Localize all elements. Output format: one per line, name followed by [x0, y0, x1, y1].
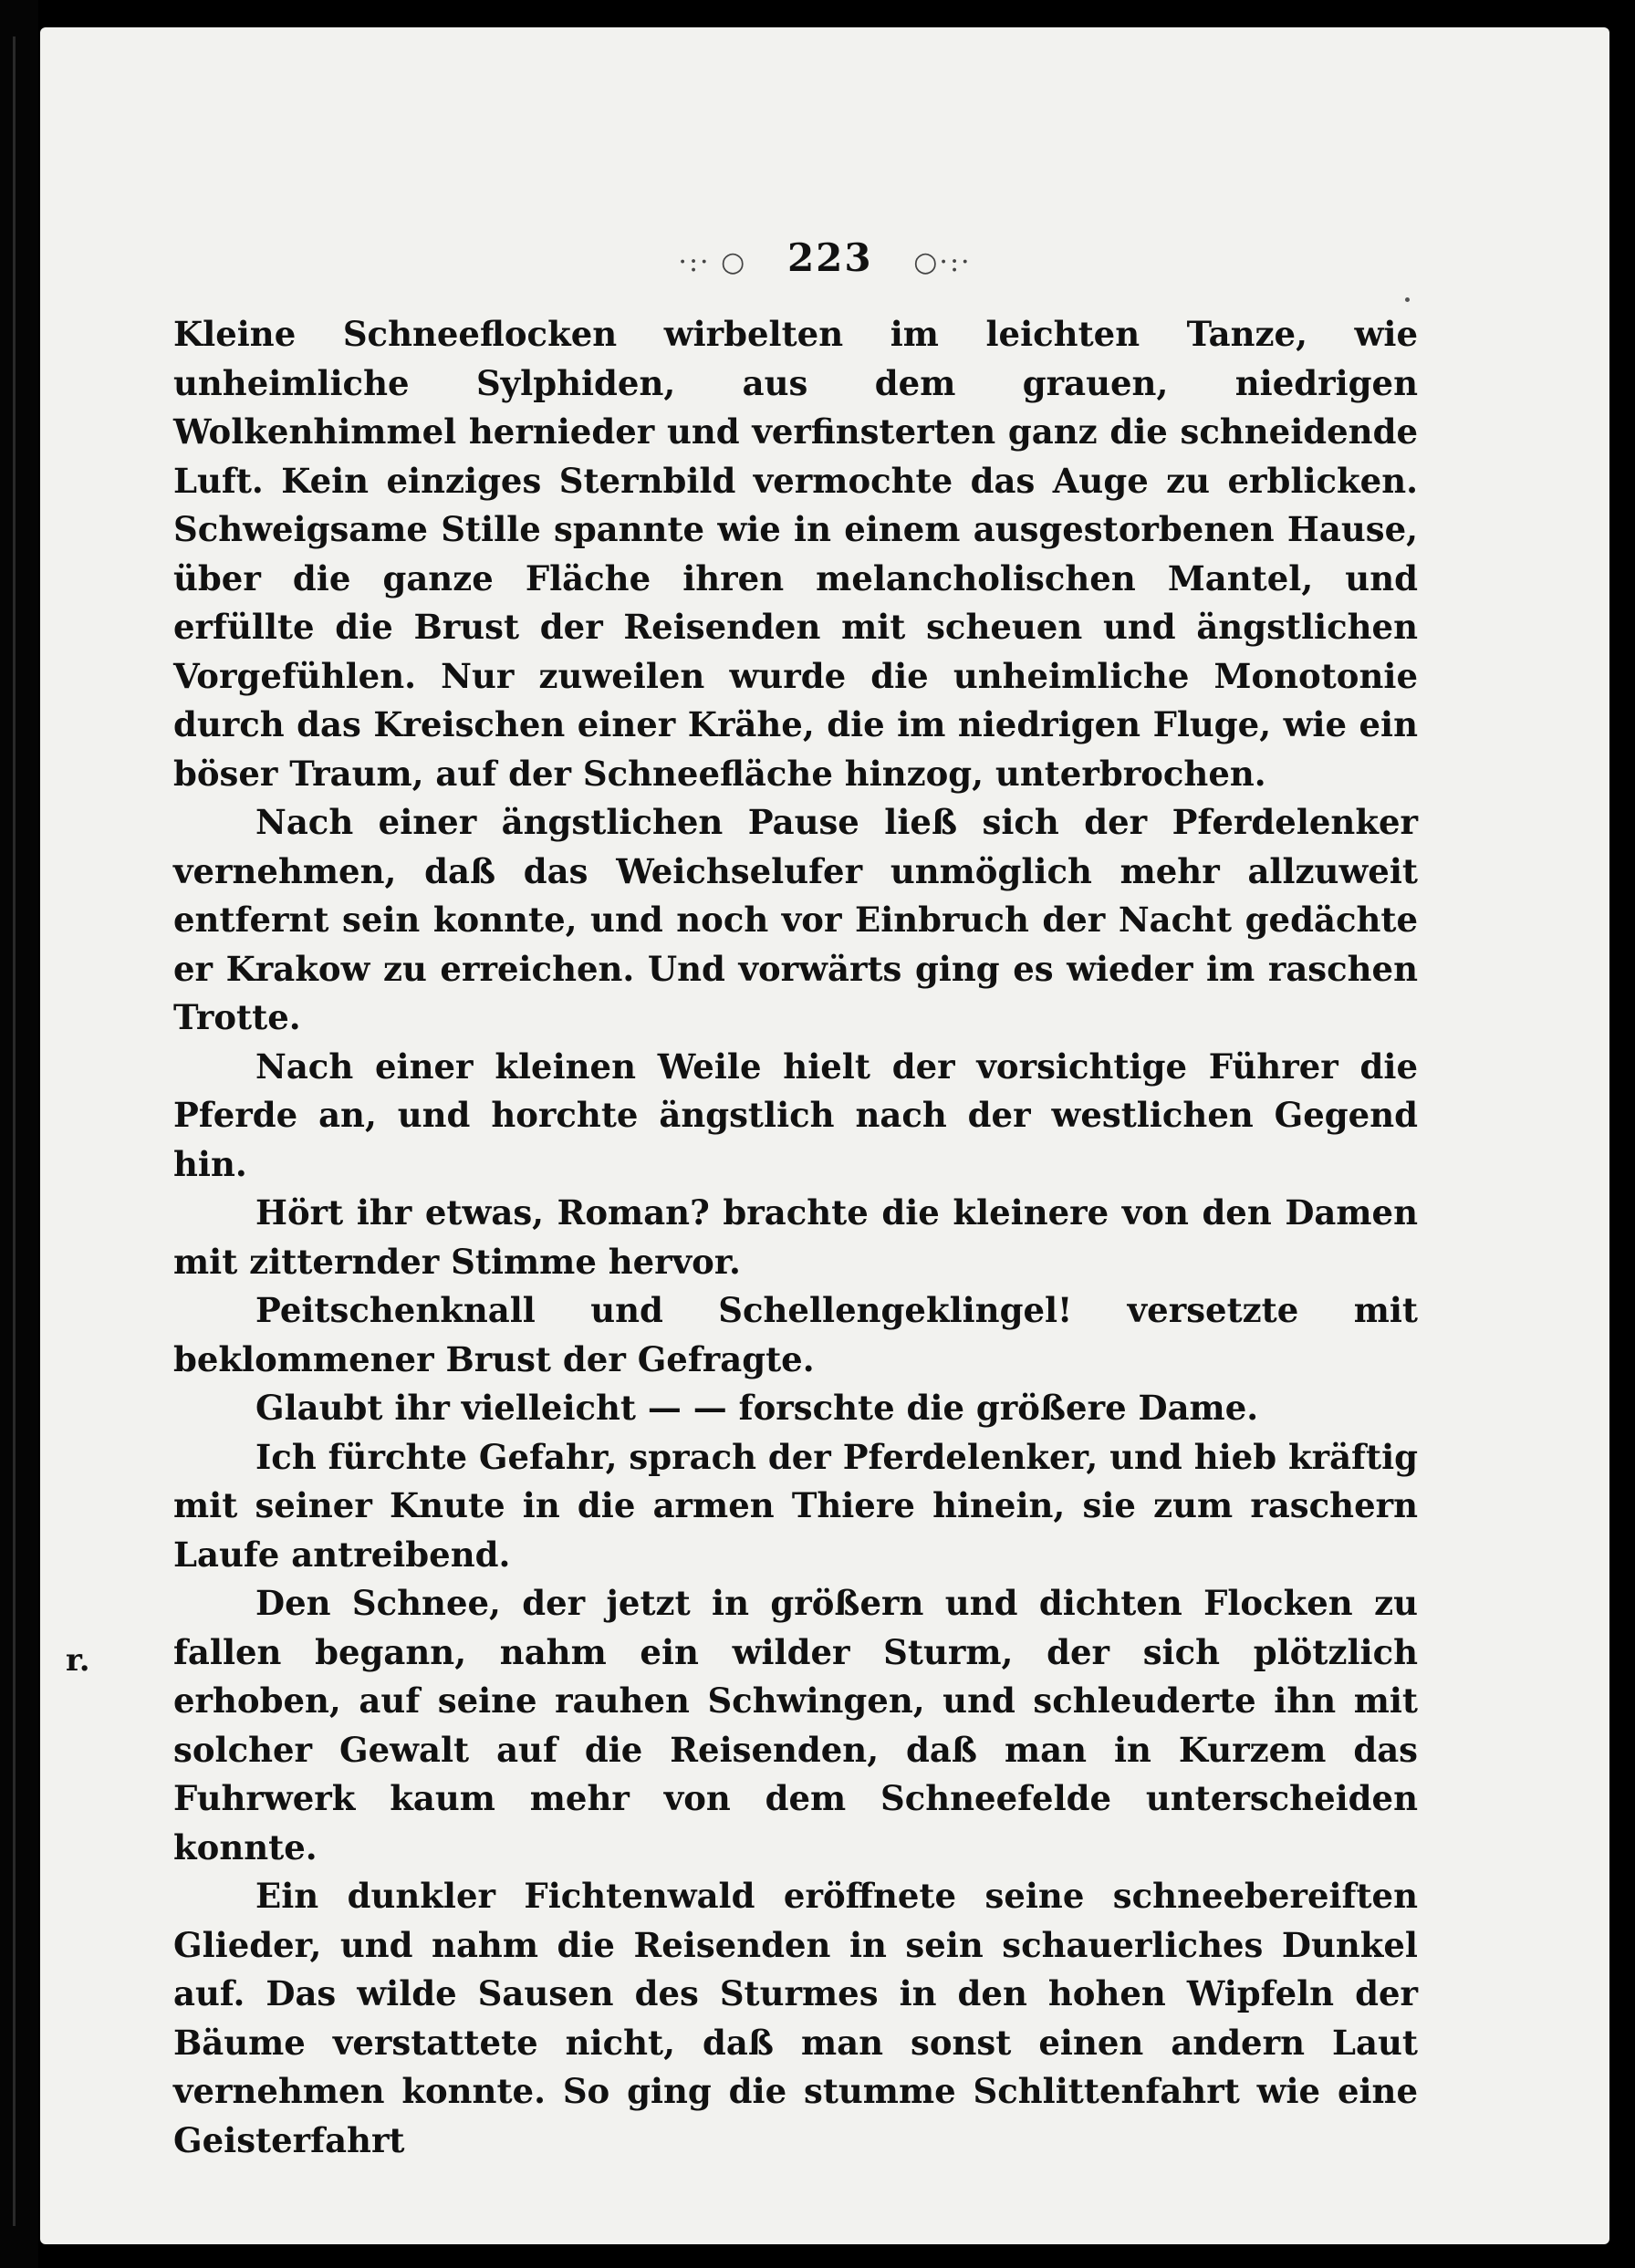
paragraph: Hört ihr etwas, Roman? brachte die kleinere von den Damen mit zitternder Stimme hervor.	[173, 1192, 1418, 1282]
paragraph: Nach einer ängstlichen Pause ließ sich der Pferdelenker vernehmen, daß das Weichselufer unmöglich mehr allzuweit entfernt sein konnte, und noch vor Einbruch der Nacht gedächte er Krakow zu erreichen. Und vorwärts ging es wieder im raschen Trotte.	[173, 802, 1418, 1037]
paragraph: Den Schnee, der jetzt in größern und dichten Flocken zu fallen begann, nahm ein wilder Sturm, der sich plötzlich erhoben, auf seine rauhen Schwingen, und schleuderte ihn mit solcher Gewalt auf die Reisenden, daß man in Kurzem das Fuhrwerk kaum mehr von dem Schneefelde unterscheiden konnte.	[173, 1583, 1418, 1867]
margin-mark: r.	[66, 1642, 90, 1679]
paragraph: Kleine Schneeflocken wirbelten im leichten Tanze, wie unheimliche Sylphiden, aus dem grauen, niedrigen Wolkenhimmel hernieder und verfinsterten ganz die schneidende Luft. Kein einziges Sternbild vermochte das Auge zu erblicken. Schweigsame Stille spannte wie in einem ausgestorbenen Hause, über die ganze Fläche ihren melancholischen Mantel, und erfüllte die Brust der Reisenden mit scheuen und ängstlichen Vorgefühlen. Nur zuweilen wurde die unheimliche Monotonie durch das Kreischen einer Krähe, die im niedrigen Fluge, wie ein böser Traum, auf der Schneefläche hinzog, unterbrochen.	[173, 314, 1418, 794]
paragraph: Peitschenknall und Schellengeklingel! versetzte mit beklommener Brust der Gefragte.	[173, 1290, 1418, 1379]
paragraph: Ich fürchte Gefahr, sprach der Pferdelenker, und hieb kräftig mit seiner Knute in die armen Thiere hinein, sie zum raschern Laufe antreibend.	[173, 1436, 1418, 1575]
book-spine-edge	[13, 36, 16, 2226]
page-header	[40, 235, 1609, 280]
paragraph: Ein dunkler Fichtenwald eröffnete seine schneebereiften Glieder, und nahm die Reisenden in sein schauerliches Dunkel auf. Das wilde Sausen des Sturmes in den hohen Wipfeln der Bäume verstattete nicht, daß man sonst einen andern Laut vernehmen konnte. So ging die stumme Schlittenfahrt wie eine Geisterfahrt	[173, 1876, 1418, 2160]
header-ornament-left: ·:· ○	[678, 246, 747, 278]
book-page	[40, 27, 1609, 2244]
ink-speck	[1405, 297, 1410, 302]
page-number: 223	[786, 235, 873, 280]
body-text	[173, 310, 1418, 2165]
paragraph: Nach einer kleinen Weile hielt der vorsichtige Führer die Pferde an, und horchte ängstlich nach der westlichen Gegend hin.	[173, 1046, 1418, 1184]
scan-border	[0, 0, 38, 2268]
paragraph: Glaubt ihr vielleicht — — forschte die größere Dame.	[255, 1388, 1259, 1428]
header-ornament-right: ○·:·	[913, 246, 972, 278]
